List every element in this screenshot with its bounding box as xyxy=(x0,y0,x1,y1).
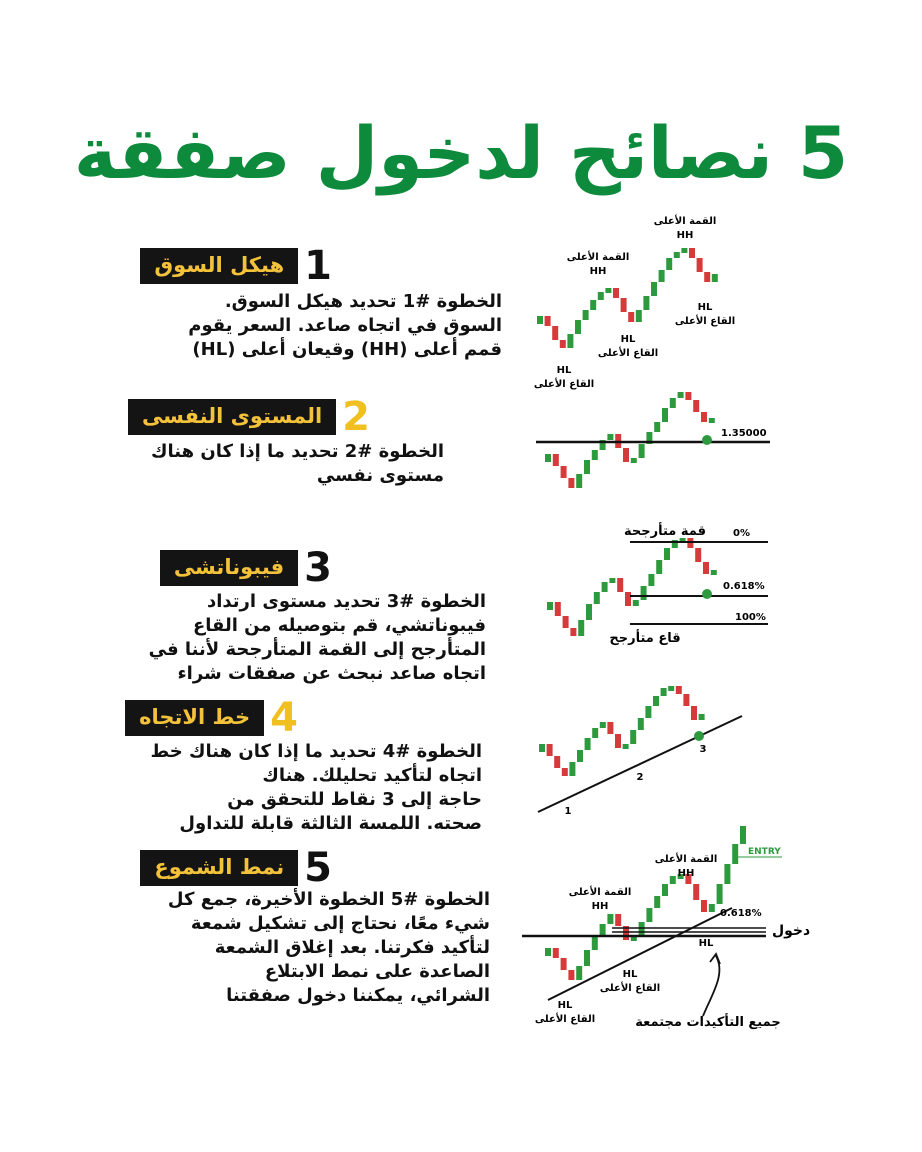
step-5-line: الشرائي، يمكننا دخول صفقتنا xyxy=(226,985,490,1006)
bear-candle xyxy=(545,316,551,326)
bull-candle xyxy=(600,924,606,936)
bull-candle xyxy=(670,876,676,884)
bear-candle xyxy=(552,326,558,340)
bull-candle xyxy=(661,688,667,696)
bull-candle xyxy=(664,548,670,560)
bear-candle xyxy=(689,248,695,258)
bull-candle xyxy=(592,450,598,460)
touch-dot xyxy=(702,435,712,445)
label-mid-hl-title: القاع الأعلى xyxy=(599,983,661,994)
bear-candle xyxy=(691,706,697,720)
step-5-number: 5 xyxy=(304,845,332,891)
bull-candle xyxy=(709,904,715,912)
step-4-line: حاجة إلى 3 نقاط للتحقق من xyxy=(227,789,482,810)
touch-point-1: 1 xyxy=(564,806,572,817)
label-left-hl-title: القاع الأعلى xyxy=(533,379,595,390)
bull-candle xyxy=(666,258,672,270)
step-3-line: فيبوناتشي، قم بتوصيله من القاع xyxy=(192,615,486,636)
bear-candle xyxy=(676,686,682,694)
step-4-line: الخطوة #4 تحديد ما إذا كان هناك خط xyxy=(150,741,482,762)
bull-candle xyxy=(681,248,687,253)
bull-candle xyxy=(659,270,665,282)
swing-high-label: قمة متأرجحة xyxy=(624,524,706,539)
bear-candle xyxy=(695,548,701,562)
trendline-chart xyxy=(520,672,780,822)
bull-candle xyxy=(623,744,629,749)
bear-candle xyxy=(685,392,691,400)
step-3-line: الخطوة #3 تحديد مستوى ارتداد xyxy=(206,591,486,612)
label-right-hl-code: HL xyxy=(697,302,713,313)
step-2-line: مستوى نفسي xyxy=(316,465,444,486)
step-3-label: فيبوناتشى xyxy=(160,550,298,586)
bull-candle xyxy=(724,864,730,884)
label-mid-hl-code: HL xyxy=(620,334,636,345)
step-5-text xyxy=(168,888,490,1008)
label-left-hl-title: القاع الأعلى xyxy=(534,1014,596,1025)
entry-tag: ENTRY xyxy=(748,847,781,857)
touch-point-2: 2 xyxy=(636,772,644,783)
bull-candle xyxy=(662,884,668,896)
bull-candle xyxy=(605,288,611,293)
bull-candle xyxy=(656,560,662,574)
step-4-number: 4 xyxy=(270,695,298,741)
bull-candle xyxy=(633,600,639,606)
candles-group xyxy=(545,378,715,488)
step-1-line: السوق في اتجاه صاعد. السعر يقوم xyxy=(188,315,502,336)
confirm-label: جميع التأكيدات مجتمعة xyxy=(635,1015,781,1030)
touch-point-3: 3 xyxy=(699,744,707,755)
label-right-hl-code: HL xyxy=(698,938,714,949)
label-left-hh-code: HH xyxy=(589,266,607,277)
level-value: 1.35000 xyxy=(721,428,767,439)
bull-candle xyxy=(585,738,591,750)
candles-group xyxy=(539,672,705,776)
bull-candle xyxy=(732,844,738,864)
label-top-hh-title: القمة الأعلى xyxy=(654,854,718,865)
bear-candle xyxy=(568,970,574,980)
bull-candle xyxy=(584,950,590,966)
bull-candle xyxy=(641,586,647,600)
bull-candle xyxy=(712,274,718,282)
bull-candle xyxy=(578,620,584,636)
bull-candle xyxy=(598,292,604,300)
fib-touch-dot xyxy=(702,589,712,599)
bull-candle xyxy=(740,826,746,844)
label-mid-hl-title: القاع الأعلى xyxy=(597,348,659,359)
bear-candle xyxy=(683,694,689,706)
bull-candle xyxy=(545,948,551,956)
bear-candle xyxy=(701,412,707,422)
bear-candle xyxy=(613,288,619,298)
bull-candle xyxy=(653,696,659,706)
bull-candle xyxy=(630,730,636,744)
bull-candle xyxy=(576,966,582,980)
bull-candle xyxy=(600,722,606,728)
bull-candle xyxy=(674,252,680,258)
bull-candle xyxy=(639,444,645,458)
label-top-hh-code: HH xyxy=(677,868,695,879)
bull-candle xyxy=(607,434,613,440)
bull-candle xyxy=(709,418,715,423)
bull-candle xyxy=(670,398,676,408)
step-2-header xyxy=(128,395,370,439)
bull-candle xyxy=(639,922,645,936)
bear-candle xyxy=(560,340,566,348)
bull-candle xyxy=(662,408,668,422)
swing-low-label: قاع متأرجح xyxy=(609,631,681,646)
bull-candle xyxy=(646,908,652,922)
bear-candle xyxy=(555,602,561,616)
step-2-text xyxy=(151,440,444,488)
bull-candle xyxy=(609,578,615,583)
bull-candle xyxy=(711,570,717,575)
confirm-arrow xyxy=(703,956,719,1016)
step-3-text xyxy=(149,590,486,686)
fibonacci-chart xyxy=(520,518,780,678)
bear-candle xyxy=(562,768,568,776)
label-mid-hl-code: HL xyxy=(622,969,638,980)
confirm-arrowhead xyxy=(710,954,720,964)
bull-candle xyxy=(645,706,651,718)
bull-candle xyxy=(545,454,551,462)
bull-candle xyxy=(643,296,649,310)
step-2-label: المستوى النفسى xyxy=(128,399,336,435)
bear-candle xyxy=(701,900,707,912)
fib-618-label: 0.618% xyxy=(723,581,765,592)
bear-candle xyxy=(621,298,627,312)
step-4-text xyxy=(150,740,482,836)
fib-618-label: 0.618% xyxy=(720,908,762,919)
bull-candle xyxy=(594,592,600,604)
psychological-level-chart xyxy=(520,378,780,508)
step-3-line: اتجاه صاعد نبحث عن صفقات شراء xyxy=(177,663,486,684)
step-4-line: صحته. اللمسة الثالثة قابلة للتداول xyxy=(179,813,482,834)
bear-candle xyxy=(607,722,613,734)
bear-candle xyxy=(570,628,576,636)
candle-pattern-chart xyxy=(520,804,820,1034)
bear-candle xyxy=(693,884,699,900)
bull-candle xyxy=(651,282,657,296)
label-right-hl-title: القاع الأعلى xyxy=(674,316,736,327)
bull-candle xyxy=(537,316,543,324)
bull-candle xyxy=(592,936,598,950)
bear-candle xyxy=(697,258,703,272)
bear-candle xyxy=(623,448,629,462)
bear-candle xyxy=(547,744,553,756)
trend-touch-dot xyxy=(694,731,704,741)
bull-candle xyxy=(602,582,608,592)
bull-candle xyxy=(638,718,644,730)
bull-candle xyxy=(590,300,596,310)
bull-candle xyxy=(576,474,582,488)
bull-candle xyxy=(569,762,575,776)
step-1-number: 1 xyxy=(304,243,332,289)
bull-candle xyxy=(648,574,654,586)
bear-candle xyxy=(704,272,710,282)
bull-candle xyxy=(699,714,705,720)
step-4-line: اتجاه لتأكيد تحليلك. هناك xyxy=(262,765,482,786)
bull-candle xyxy=(668,686,674,691)
bull-candle xyxy=(607,914,613,924)
step-1-header xyxy=(140,244,332,288)
bull-candle xyxy=(654,896,660,908)
step-4-label: خط الاتجاه xyxy=(125,700,264,736)
bear-candle xyxy=(617,578,623,592)
bull-candle xyxy=(567,334,573,348)
bear-candle xyxy=(615,734,621,748)
bull-candle xyxy=(654,422,660,432)
step-3-line: المتأرجح إلى القمة المتأرجحة لأننا في xyxy=(148,639,486,660)
step-5-header xyxy=(140,846,332,890)
bull-candle xyxy=(592,728,598,738)
bear-candle xyxy=(568,478,574,488)
label-left-hl-code: HL xyxy=(556,365,572,376)
bull-candle xyxy=(586,604,592,620)
label-left-hh-title: القمة الأعلى xyxy=(566,252,630,263)
bear-candle xyxy=(625,592,631,606)
label-left-hl-code: HL xyxy=(557,1000,573,1011)
trend-line xyxy=(538,716,742,812)
bear-candle xyxy=(693,400,699,412)
fib-0-label: 0% xyxy=(733,528,750,539)
step-5-line: شيء معًا، نحتاج إلى تشكيل شمعة xyxy=(190,913,490,934)
bull-candle xyxy=(717,884,723,904)
bear-candle xyxy=(561,958,567,970)
step-4-header xyxy=(125,696,298,740)
bull-candle xyxy=(631,458,637,463)
bull-candle xyxy=(584,460,590,474)
bull-candle xyxy=(583,310,589,320)
bull-candle xyxy=(539,744,545,752)
step-2-line: الخطوة #2 تحديد ما إذا كان هناك xyxy=(150,441,444,462)
label-top-hh-title: القمة الأعلى xyxy=(653,216,717,227)
bear-candle xyxy=(553,454,559,466)
candles-group xyxy=(537,208,718,348)
step-1-text xyxy=(188,290,502,362)
label-top-hh-code: HH xyxy=(676,230,694,241)
bear-candle xyxy=(628,312,634,322)
bear-candle xyxy=(563,616,569,628)
step-1-line: الخطوة #1 تحديد هيكل السوق. xyxy=(224,291,502,312)
bear-candle xyxy=(554,756,560,768)
bull-candle xyxy=(678,392,684,398)
step-1-line: قمم أعلى (HH) وقيعان أعلى (HL) xyxy=(192,339,502,360)
market-structure-chart xyxy=(520,208,780,398)
step-5-line: الخطوة #5 الخطوة الأخيرة، جمع كل xyxy=(167,889,490,910)
bear-candle xyxy=(703,562,709,574)
label-left-hh-code: HH xyxy=(591,901,609,912)
step-2-number: 2 xyxy=(342,394,370,440)
step-5-label: نمط الشموع xyxy=(140,850,298,886)
fib-100-label: 100% xyxy=(735,612,766,623)
page-title: 5 نصائح لدخول صفقة xyxy=(73,111,849,195)
step-3-number: 3 xyxy=(304,545,332,591)
entry-label: دخول xyxy=(772,923,811,939)
bear-candle xyxy=(553,948,559,958)
bull-candle xyxy=(577,750,583,762)
bear-candle xyxy=(615,914,621,926)
step-5-line: الصاعدة على نمط الابتلاع xyxy=(264,961,490,982)
step-3-header xyxy=(160,546,332,590)
bull-candle xyxy=(575,320,581,334)
label-left-hh-title: القمة الأعلى xyxy=(568,887,632,898)
step-1-label: هيكل السوق xyxy=(140,248,298,284)
bull-candle xyxy=(636,310,642,322)
bear-candle xyxy=(561,466,567,478)
bull-candle xyxy=(547,602,553,610)
step-5-line: لتأكيد فكرتنا. بعد إغلاق الشمعة xyxy=(214,937,490,958)
